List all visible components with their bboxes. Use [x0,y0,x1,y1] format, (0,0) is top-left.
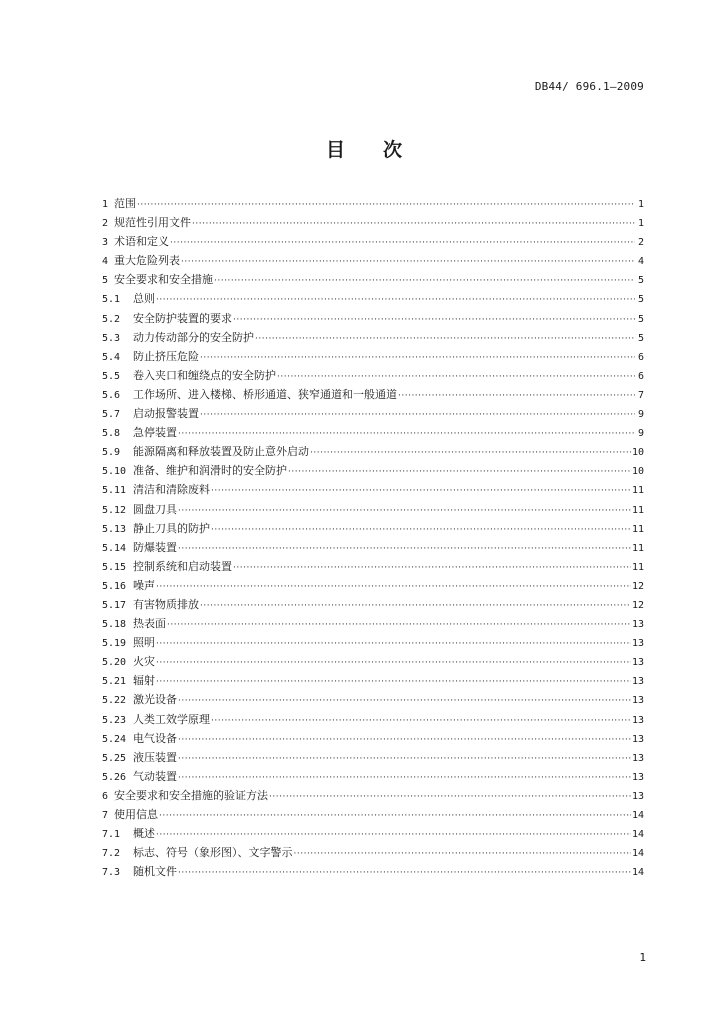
toc-entry-label: 启动报警装置 [133,407,199,421]
toc-entry-5-26[interactable] [102,767,644,786]
toc-leader-dots [159,807,631,826]
toc-entry-number: 5.13 [102,523,127,535]
toc-entry-number: 5.7 [102,409,121,421]
toc-entry-page: 11 [631,523,644,535]
toc-leader-dots [269,788,631,807]
toc-entry-5-17[interactable] [102,595,644,614]
toc-entry-page: 13 [631,657,644,669]
toc-entry-label: 防止挤压危险 [133,349,199,363]
toc-leader-dots [167,616,631,635]
toc-entry-label: 防爆装置 [133,540,177,554]
toc-entry-number: 5.3 [102,332,121,344]
toc-entry-5-19[interactable] [102,633,644,652]
toc-entry-4[interactable] [102,251,644,270]
toc-entry-label: 动力传动部分的安全防护 [133,330,254,344]
toc-leader-dots [288,463,631,482]
toc-entry-number: 7.1 [102,829,121,841]
toc-entry-page: 11 [631,504,644,516]
toc-leader-dots [211,521,631,540]
toc-entry-5-5[interactable] [102,366,644,385]
toc-entry-page: 13 [631,733,644,745]
page-number: 1 [639,951,646,964]
toc-leader-dots [178,692,631,711]
toc-entry-5-10[interactable] [102,461,644,480]
toc-leader-dots [211,712,631,731]
toc-entry-number: 5.2 [102,313,121,325]
toc-entry-number: 4 [102,256,109,268]
toc-entry-5-9[interactable] [102,442,644,461]
toc-entry-6[interactable] [102,786,644,805]
toc-leader-dots [156,673,631,692]
toc-entry-label: 概述 [133,827,155,841]
toc-entry-page: 13 [631,752,644,764]
toc-entry-label: 安全要求和安全措施的验证方法 [114,788,269,802]
toc-entry-number: 6 [102,790,109,802]
page-title: 目次 [325,139,440,161]
toc-entry-7-1[interactable] [102,824,644,843]
table-of-contents [102,194,644,881]
toc-entry-5-6[interactable] [102,385,644,404]
toc-entry-page: 1 [637,199,644,210]
toc-leader-dots [178,540,631,559]
toc-entry-number: 5.24 [102,733,127,745]
toc-entry-label: 热表面 [133,617,166,631]
toc-leader-dots [137,196,635,215]
toc-entry-page: 5 [637,275,644,287]
toc-entry-5-20[interactable] [102,652,644,671]
toc-entry-page: 13 [631,790,644,802]
toc-entry-page: 13 [631,714,644,726]
toc-entry-label: 噪声 [133,578,155,592]
toc-leader-dots [200,406,635,425]
toc-entry-label: 圆盘刀具 [133,502,177,516]
standard-number: DB44/ 696.1—2009 [534,80,644,93]
toc-entry-number: 5.16 [102,580,127,592]
toc-entry-label: 卷入夹口和缠绕点的安全防护 [133,368,276,382]
toc-entry-label: 工作场所、进入楼梯、桥形通道、狭窄通道和一般通道 [133,387,397,401]
toc-entry-number: 5.22 [102,695,127,707]
toc-entry-number: 5.26 [102,771,127,783]
toc-entry-page: 12 [631,580,644,592]
toc-entry-number: 5.8 [102,428,121,440]
toc-entry-page: 14 [631,810,644,821]
toc-leader-dots [192,215,635,234]
toc-entry-number: 5.11 [102,485,127,497]
toc-leader-dots [255,330,635,349]
toc-entry-number: 7 [102,810,109,821]
toc-entry-page: 9 [637,409,644,421]
toc-entry-number: 3 [102,237,109,249]
toc-entry-page: 5 [637,294,644,306]
toc-entry-page: 7 [637,389,644,401]
toc-entry-page: 2 [637,237,644,249]
toc-entry-page: 13 [631,695,644,707]
toc-leader-dots [233,559,631,578]
toc-entry-label: 规范性引用文件 [114,216,192,230]
toc-entry-label: 气动装置 [133,769,177,783]
toc-entry-5-23[interactable] [102,710,644,729]
toc-entry-7[interactable] [102,805,644,824]
toc-entry-5-21[interactable] [102,671,644,690]
toc-entry-page: 13 [631,771,644,783]
toc-entry-page: 14 [631,829,644,841]
toc-entry-page: 14 [631,867,644,879]
toc-entry-label: 能源隔离和释放装置及防止意外启动 [133,445,309,459]
toc-entry-number: 5.21 [102,676,127,688]
toc-entry-page: 6 [637,370,644,382]
toc-leader-dots [398,387,635,406]
toc-entry-page: 6 [637,351,644,363]
toc-entry-page: 10 [631,466,644,478]
toc-entry-5-1[interactable] [102,289,644,308]
toc-leader-dots [178,502,631,521]
toc-entry-2[interactable] [102,213,644,232]
toc-entry-page: 10 [631,447,644,459]
toc-entry-page: 11 [631,561,644,573]
toc-entry-label: 液压装置 [133,750,177,764]
toc-leader-dots [214,272,635,291]
toc-entry-7-2[interactable] [102,843,644,862]
toc-entry-number: 7.2 [102,848,121,860]
toc-entry-number: 5.10 [102,466,127,478]
toc-entry-label: 范围 [114,197,137,210]
toc-entry-number: 5.23 [102,714,127,726]
toc-entry-label: 控制系统和启动装置 [133,559,232,573]
toc-entry-number: 5.18 [102,619,127,631]
toc-entry-number: 5.5 [102,370,121,382]
toc-entry-5-16[interactable] [102,576,644,595]
toc-entry-number: 5.1 [102,294,121,306]
toc-entry-label: 电气设备 [133,731,177,745]
toc-leader-dots [156,578,631,597]
toc-leader-dots [181,253,635,272]
toc-entry-page: 12 [631,599,644,611]
toc-entry-5-3[interactable] [102,328,644,347]
toc-entry-number: 5.15 [102,561,127,573]
toc-leader-dots [156,635,631,654]
toc-entry-1[interactable] [102,194,644,213]
toc-entry-number: 5.19 [102,638,127,650]
toc-entry-5-11[interactable] [102,480,644,499]
toc-leader-dots [211,482,631,501]
toc-leader-dots [200,597,631,616]
toc-entry-label: 急停装置 [133,426,177,440]
toc-entry-7-3[interactable] [102,862,644,881]
toc-entry-5-24[interactable] [102,729,644,748]
toc-entry-5-4[interactable] [102,347,644,366]
toc-entry-number: 5.4 [102,351,121,363]
toc-entry-number: 1 [102,199,109,210]
toc-entry-5-14[interactable] [102,538,644,557]
toc-entry-label: 静止刀具的防护 [133,521,210,535]
toc-leader-dots [178,731,631,750]
toc-entry-3[interactable] [102,232,644,251]
toc-entry-5-25[interactable] [102,748,644,767]
toc-entry-page: 13 [631,676,644,688]
toc-entry-label: 激光设备 [133,693,177,707]
toc-entry-number: 5.20 [102,657,127,669]
toc-entry-5-8[interactable] [102,423,644,442]
toc-entry-label: 使用信息 [114,808,159,821]
toc-leader-dots [178,750,631,769]
toc-entry-number: 7.3 [102,867,121,879]
toc-entry-5[interactable] [102,270,644,289]
toc-entry-number: 5.12 [102,504,127,516]
toc-entry-page: 13 [631,638,644,650]
toc-entry-label: 总则 [133,292,155,306]
toc-entry-label: 标志、符号（象形图）、文字警示 [133,846,293,860]
toc-entry-label: 随机文件 [133,865,177,879]
toc-entry-number: 5.25 [102,752,127,764]
toc-entry-label: 安全要求和安全措施 [114,273,214,287]
toc-entry-label: 照明 [133,636,155,650]
toc-entry-label: 安全防护装置的要求 [133,311,232,325]
toc-entry-page: 14 [631,848,644,860]
toc-entry-label: 人类工效学原理 [133,712,210,726]
toc-entry-number: 5 [102,275,109,287]
toc-leader-dots [156,654,631,673]
toc-entry-label: 术语和定义 [114,235,170,249]
toc-entry-label: 有害物质排放 [133,597,199,611]
toc-entry-number: 2 [102,218,109,230]
toc-entry-label: 重大危险列表 [114,254,181,268]
toc-entry-page: 5 [637,313,644,325]
toc-entry-page: 9 [637,428,644,440]
toc-entry-5-7[interactable] [102,404,644,423]
toc-entry-label: 准备、维护和润滑时的安全防护 [133,464,287,478]
toc-entry-page: 5 [637,332,644,344]
toc-entry-number: 5.17 [102,599,127,611]
toc-entry-5-13[interactable] [102,519,644,538]
toc-entry-page: 1 [637,218,644,230]
toc-entry-page: 4 [637,256,644,268]
toc-entry-number: 5.6 [102,389,121,401]
toc-entry-5-18[interactable] [102,614,644,633]
toc-entry-number: 5.14 [102,542,127,554]
toc-entry-label: 清洁和清除废料 [133,483,210,497]
toc-leader-dots [170,234,635,253]
toc-entry-label: 火灾 [133,655,155,669]
toc-entry-page: 11 [631,485,644,497]
toc-entry-5-12[interactable] [102,500,644,519]
toc-entry-page: 11 [631,542,644,554]
toc-leader-dots [178,864,631,883]
toc-entry-5-22[interactable] [102,690,644,709]
toc-leader-dots [310,444,631,463]
toc-entry-page: 13 [631,619,644,631]
toc-entry-number: 5.9 [102,447,121,459]
toc-leader-dots [233,311,635,330]
toc-entry-label: 辐射 [133,674,155,688]
toc-entry-5-2[interactable] [102,309,644,328]
toc-entry-5-15[interactable] [102,557,644,576]
toc-leader-dots [294,845,631,864]
